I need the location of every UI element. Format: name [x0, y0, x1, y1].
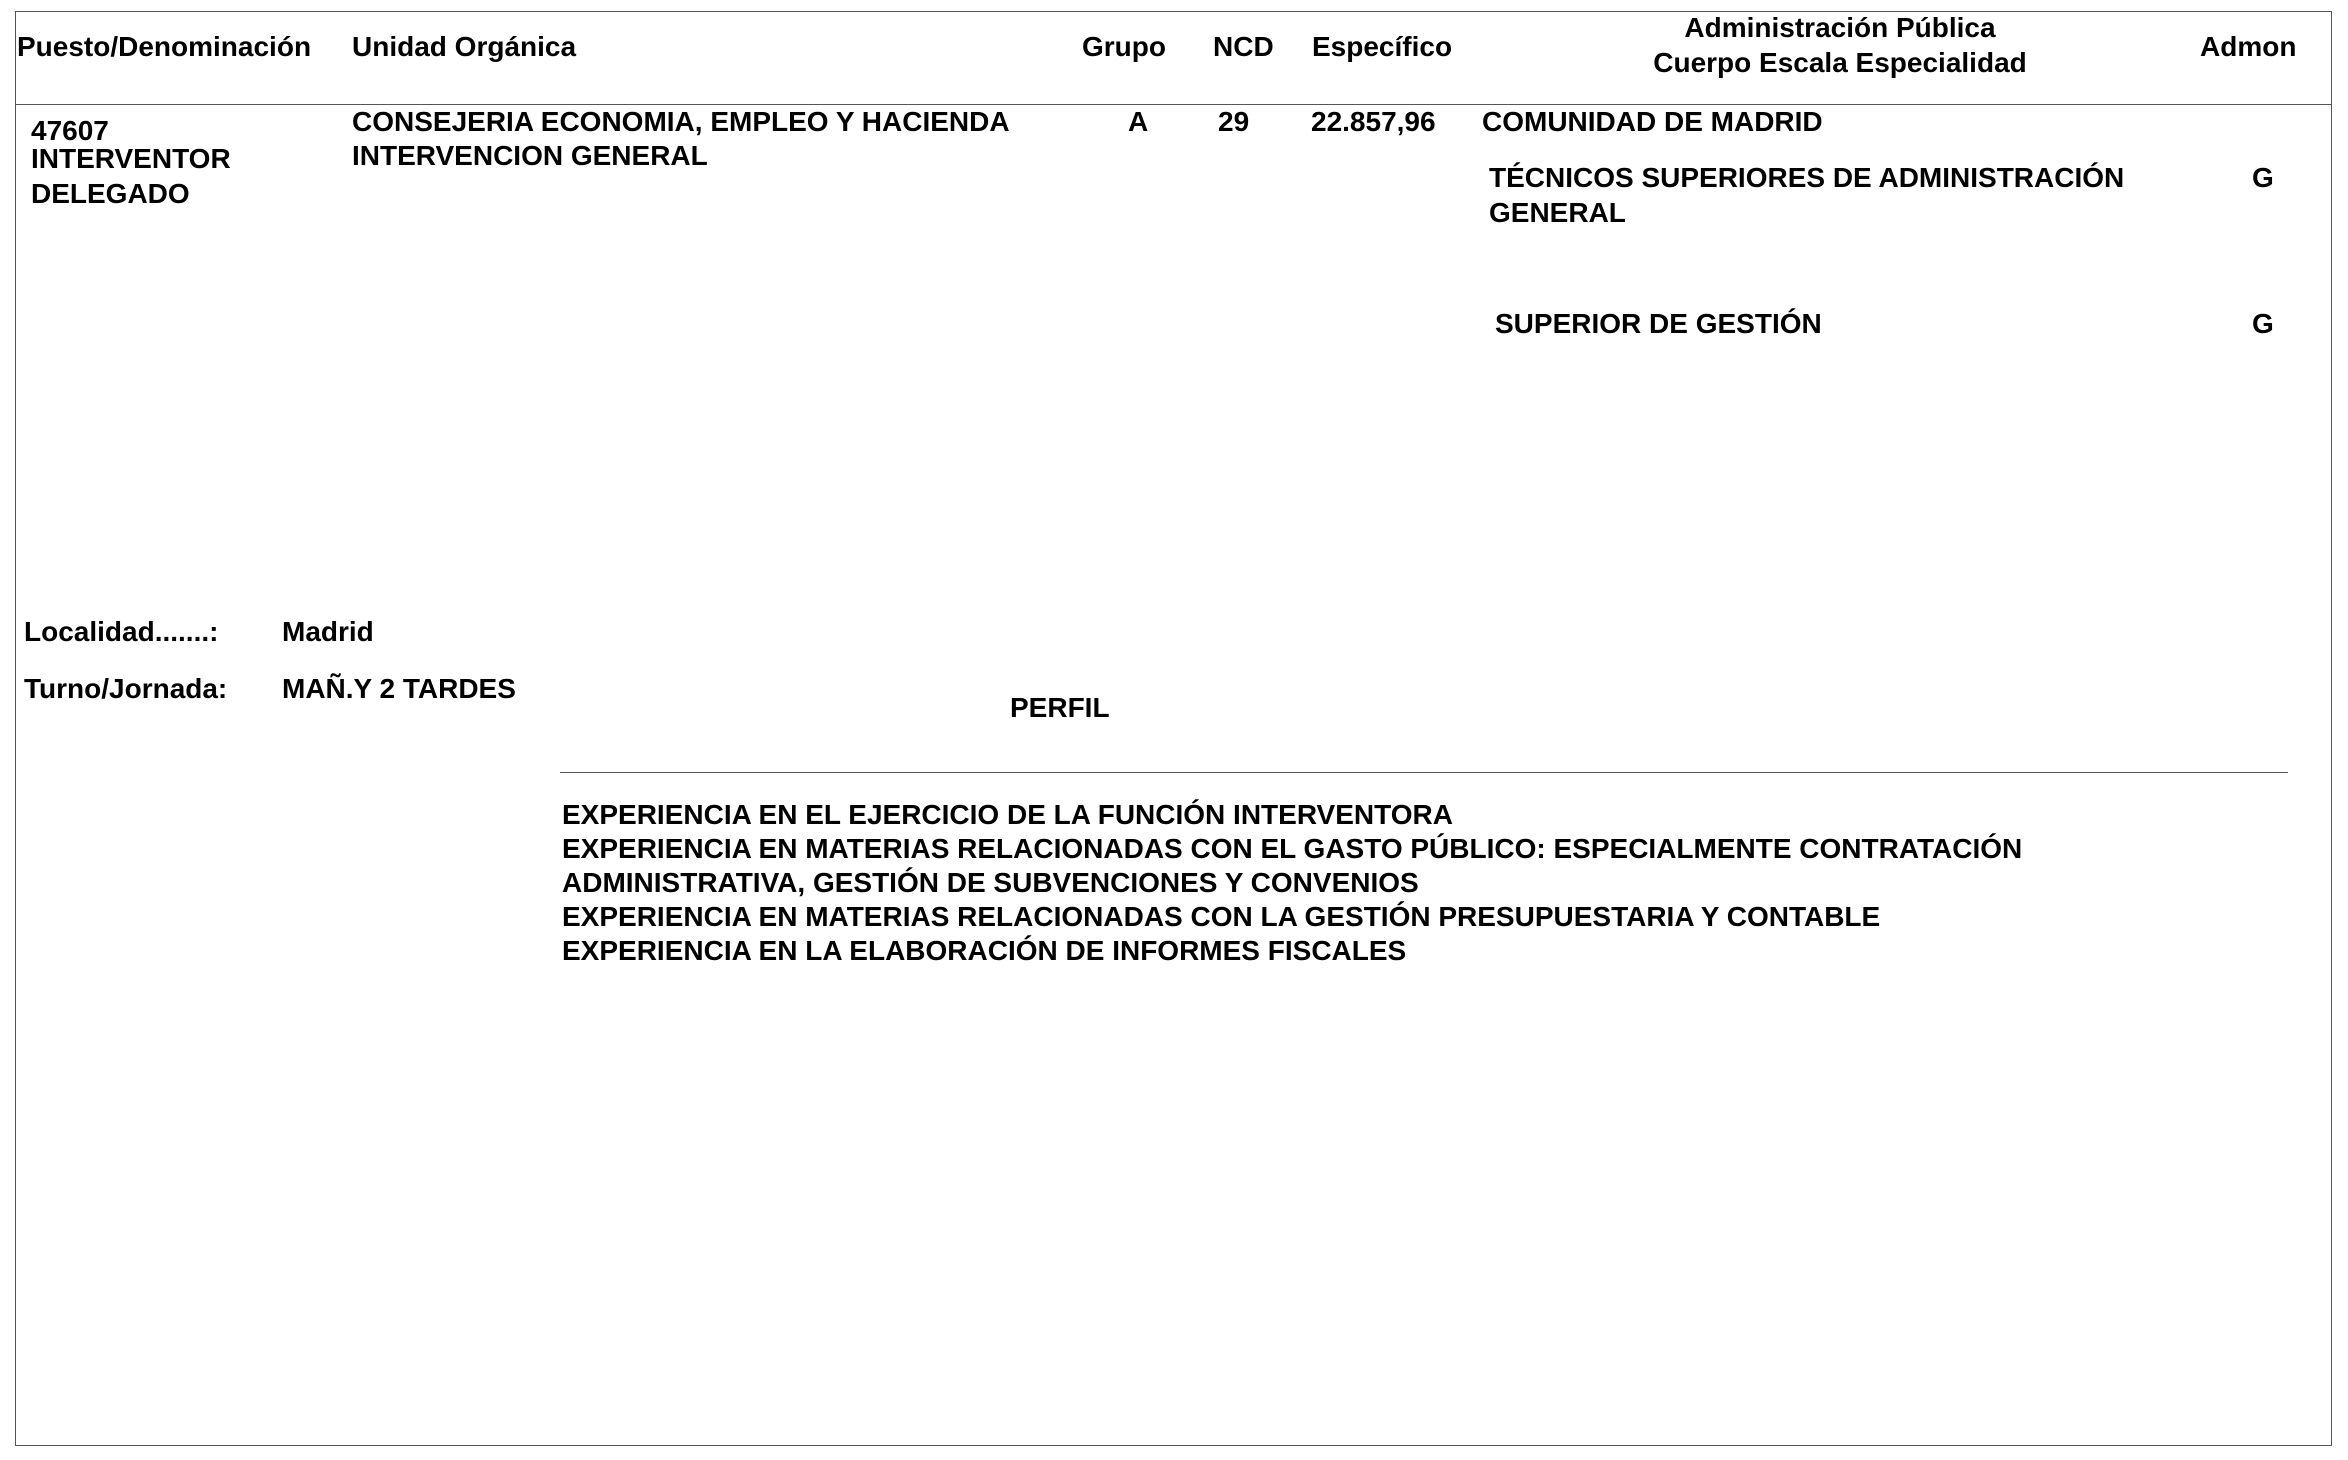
turno-value: MAÑ.Y 2 TARDES [282, 673, 516, 704]
perfil-line-1: EXPERIENCIA EN EL EJERCICIO DE LA FUNCIÓN INTERVENTORA [562, 799, 1453, 830]
header-admin-publica: Administración Pública [1684, 12, 1996, 43]
perfil-line-3: ADMINISTRATIVA, GESTIÓN DE SUBVENCIONES Y CONVENIOS [562, 867, 1419, 898]
perfil-line-5: EXPERIENCIA EN LA ELABORACIÓN DE INFORMES FISCALES [562, 935, 1407, 966]
document-frame [15, 11, 2332, 1446]
puesto-denominacion-2: DELEGADO [31, 178, 190, 209]
turno-label: Turno/Jornada: [24, 673, 228, 704]
header-puesto: Puesto/Denominación [17, 31, 312, 62]
grupo-value: A [1128, 106, 1149, 137]
perfil-line-4: EXPERIENCIA EN MATERIAS RELACIONADAS CON LA GESTIÓN PRESUPUESTARIA Y CONTABLE [562, 901, 1881, 932]
puesto-codigo: 47607 [31, 115, 109, 146]
puesto-denominacion-1: INTERVENTOR [31, 143, 231, 174]
cuerpo-1-line-1: TÉCNICOS SUPERIORES DE ADMINISTRACIÓN [1489, 162, 2125, 193]
cuerpo-1-line-2: GENERAL [1489, 197, 1626, 228]
cuerpo-1-admon: G [2252, 162, 2274, 193]
header-grupo: Grupo [1082, 31, 1166, 62]
administracion-value: COMUNIDAD DE MADRID [1482, 106, 1823, 137]
perfil-line-2: EXPERIENCIA EN MATERIAS RELACIONADAS CON EL GASTO PÚBLICO: ESPECIALMENTE CONTRATACIÓN [562, 833, 2023, 864]
header-admon: Admon [2200, 31, 2297, 62]
cuerpo-2-admon: G [2252, 308, 2274, 339]
header-unidad: Unidad Orgánica [352, 31, 577, 62]
localidad-value: Madrid [282, 616, 374, 647]
perfil-title: PERFIL [1010, 692, 1110, 723]
perfil-divider [560, 772, 2288, 773]
localidad-label: Localidad.......: [24, 616, 219, 647]
perfil-lines [562, 798, 2022, 968]
header-cuerpo-escala: Cuerpo Escala Especialidad [1653, 47, 2027, 78]
especifico-value: 22.857,96 [1311, 106, 1436, 137]
header-ncd: NCD [1213, 31, 1274, 62]
unidad-organica-2: INTERVENCION GENERAL [352, 140, 708, 171]
cuerpo-2-line-1: SUPERIOR DE GESTIÓN [1495, 308, 1822, 339]
header-especifico: Específico [1312, 31, 1453, 62]
ncd-value: 29 [1218, 106, 1250, 137]
unidad-organica-1: CONSEJERIA ECONOMIA, EMPLEO Y HACIENDA [352, 106, 1010, 137]
